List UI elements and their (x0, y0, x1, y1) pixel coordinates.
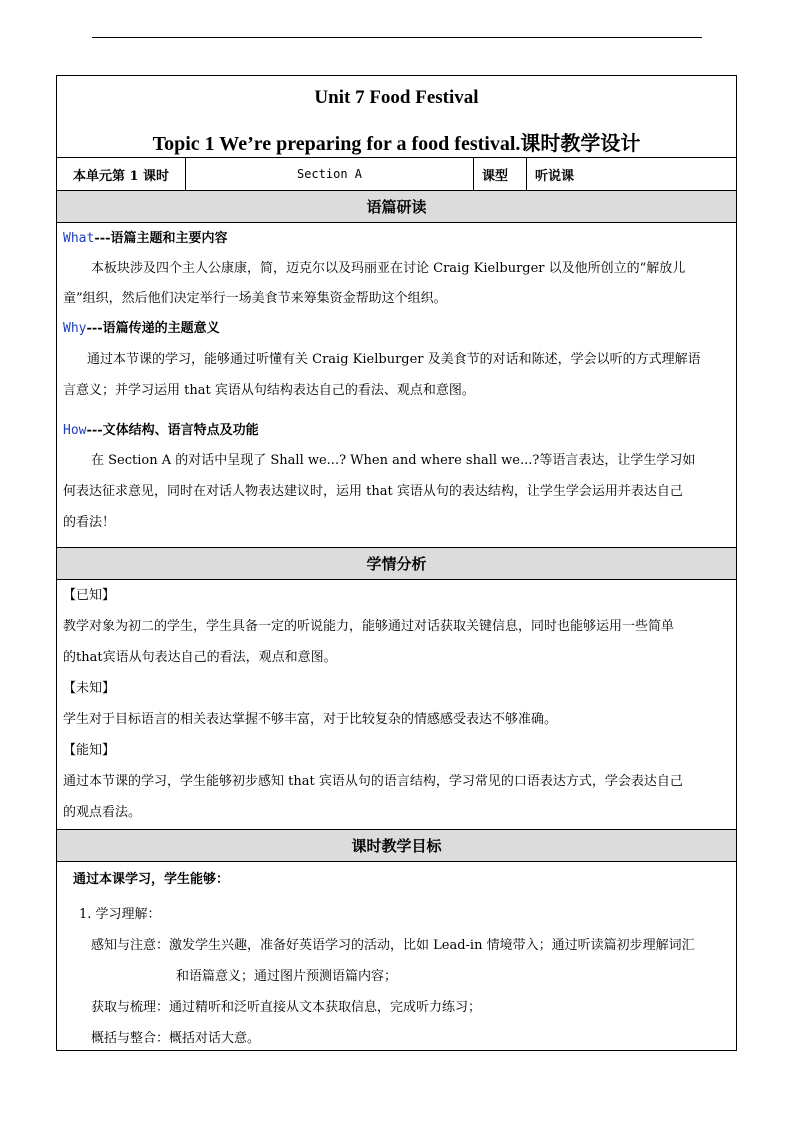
known-line-1: 教学对象为初二的学生，学生具备一定的听说能力，能够通过对话获取关键信息，同时也能够运用一些简单 (63, 619, 675, 634)
how-line-3: 的看法！ (63, 515, 116, 530)
type-value: 听说课 (535, 168, 575, 184)
why-key: Why (63, 321, 87, 336)
known-line-2: 的that宾语从句表达自己的看法，观点和意图。 (63, 650, 337, 665)
section-value: Section A (186, 158, 474, 190)
analysis-body (57, 580, 736, 830)
how-key: How (63, 423, 87, 438)
how-title: ---文体结构、语言特点及功能 (86, 423, 259, 438)
what-title: ---语篇主题和主要内容 (94, 231, 228, 246)
can-line-1: 通过本节课的学习，学生能够初步感知 that 宾语从句的语言结构，学习常见的口语表达方式，学会表达自己 (63, 774, 683, 789)
objectives-body (57, 862, 736, 1050)
objective-item-1: 1. 学习理解： (79, 907, 161, 922)
lesson-label: 本单元第 1 课时 (57, 158, 186, 190)
what-line-1: 本板块涉及四个主人公康康，简，迈克尔以及玛丽亚在讨论 Craig Kielburger 以及他所创立的“解放儿 (91, 261, 686, 276)
reading-body (57, 223, 736, 548)
unit-title: Unit 7 Food Festival (314, 87, 479, 108)
can-tag: 【能知】 (63, 743, 116, 758)
why-line-2: 言意义；并学习运用 that 宾语从句结构表达自己的看法、观点和意图。 (63, 383, 475, 398)
analysis-heading: 学情分析 (57, 548, 736, 580)
what-key: What (63, 231, 95, 246)
unknown-line-1: 学生对于目标语言的相关表达掌握不够丰富，对于比较复杂的情感感受表达不够准确。 (63, 712, 558, 727)
summarize-line: 概括与整合：概括对话大意。 (91, 1031, 261, 1046)
lesson-plan-table (56, 75, 737, 1051)
title-block (57, 76, 736, 158)
objectives-heading: 课时教学目标 (57, 830, 736, 862)
acquire-line: 获取与梳理：通过精听和泛听直接从文本获取信息，完成听力练习； (91, 1000, 482, 1015)
topic-title: Topic 1 We’re preparing for a food festival.课时教学设计 (152, 133, 641, 155)
perceive-line-2: 和语篇意义；通过图片预测语篇内容； (176, 969, 398, 984)
type-label: 课型 (474, 158, 527, 190)
objectives-intro: 通过本课学习，学生能够： (73, 872, 230, 887)
can-line-2: 的观点看法。 (63, 805, 142, 820)
how-line-1: 在 Section A 的对话中呈现了 Shall we...? When and where shall we...?等语言表达，让学生学习如 (91, 453, 696, 468)
how-heading-line (63, 423, 730, 439)
meta-row (57, 158, 736, 191)
why-heading-line (63, 321, 730, 337)
reading-heading: 语篇研读 (57, 191, 736, 223)
how-line-2: 何表达征求意见，同时在对话人物表达建议时，运用 that 宾语从句的表达结构，让学生学会运用并表达自己 (63, 484, 683, 499)
what-line-2: 童”组织，然后他们决定举行一场美食节来筹集资金帮助这个组织。 (63, 291, 447, 306)
header-rule (92, 37, 702, 38)
unknown-tag: 【未知】 (63, 681, 116, 696)
why-title: ---语篇传递的主题意义 (86, 321, 220, 336)
why-line-1: 通过本节课的学习，能够通过听懂有关 Craig Kielburger 及美食节的对话和陈述，学会以听的方式理解语 (87, 352, 701, 367)
known-tag: 【已知】 (63, 588, 116, 603)
perceive-line-1: 感知与注意：激发学生兴趣，准备好英语学习的活动，比如 Lead-in 情境带入；通过听读篇初步理解词汇 (91, 938, 695, 953)
what-heading-line (63, 231, 730, 247)
